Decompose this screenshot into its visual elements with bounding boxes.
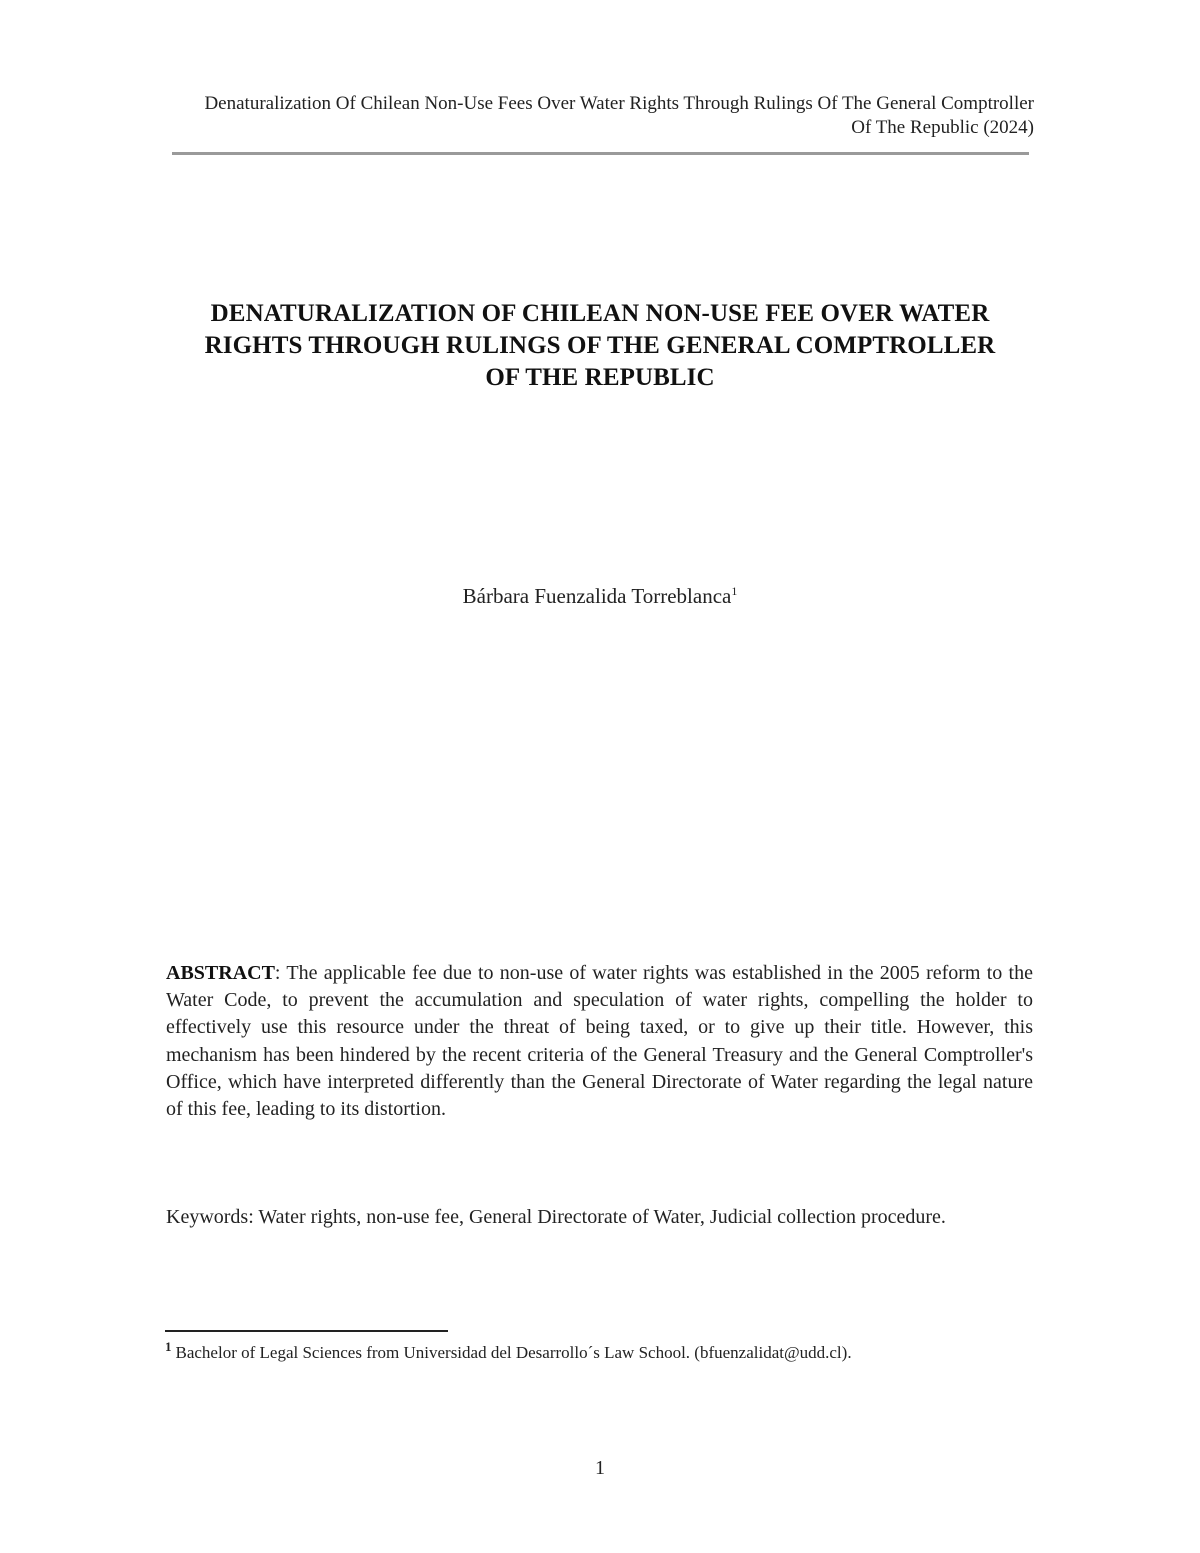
footnote-marker: 1 bbox=[165, 1339, 172, 1355]
abstract-paragraph bbox=[166, 960, 1033, 1123]
running-header-line-1: Denaturalization Of Chilean Non-Use Fees Over Water Rights Through Rulings Of The General Comptroller bbox=[204, 93, 1034, 114]
abstract-text: : The applicable fee due to non-use of water rights was established in the 2005 reform to the Water Code, to prevent the accumulation and speculation of water rights, compelling the holder to effectively use this resource under the threat of being taxed, or to give up their title. However, this mechanism has been hindered by the recent criteria of the General Treasury and the General Comptroller's Office, which have interpreted differently than the General Directorate of Water regarding the legal nature of this fee, leading to its distortion. bbox=[166, 962, 1033, 1121]
footnote-divider bbox=[165, 1330, 448, 1332]
title-line-1: DENATURALIZATION OF CHILEAN NON-USE FEE OVER WATER bbox=[210, 300, 990, 327]
title-line-3: OF THE REPUBLIC bbox=[485, 364, 715, 391]
abstract-label: ABSTRACT bbox=[166, 962, 275, 984]
page-number: 1 bbox=[595, 1457, 605, 1479]
author-line bbox=[300, 582, 900, 610]
author-footnote-marker[interactable]: 1 bbox=[731, 584, 738, 598]
title-line-2: RIGHTS THROUGH RULINGS OF THE GENERAL COMPTROLLER bbox=[204, 332, 996, 359]
header-divider bbox=[172, 152, 1029, 155]
author-name: Bárbara Fuenzalida Torreblanca bbox=[462, 584, 732, 608]
keywords-paragraph: Keywords: Water rights, non-use fee, General Directorate of Water, Judicial collection procedure. bbox=[166, 1206, 946, 1228]
footnote bbox=[165, 1339, 1065, 1364]
paper-title bbox=[150, 298, 1050, 394]
footnote-text: Bachelor of Legal Sciences from Universidad del Desarrollo´s Law School. (bfuenzalidat@udd.cl). bbox=[175, 1343, 852, 1362]
running-header bbox=[172, 92, 1034, 140]
running-header-line-2: Of The Republic (2024) bbox=[851, 117, 1034, 138]
